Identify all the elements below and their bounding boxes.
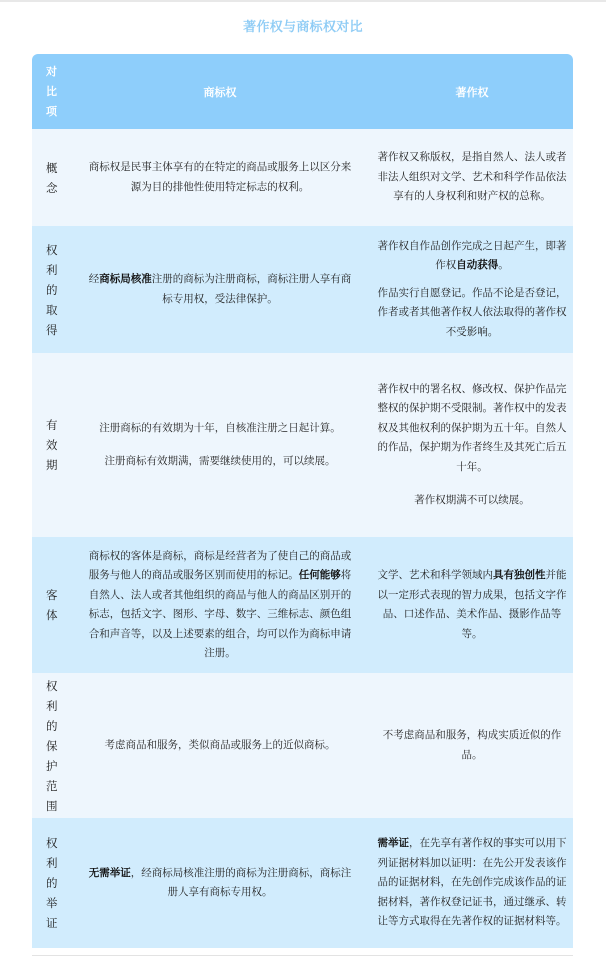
header-item-column <box>32 54 73 129</box>
emphasis-text: 具有独创性 <box>493 569 546 581</box>
trademark-cell <box>73 226 365 353</box>
table-row <box>32 818 573 948</box>
header-copyright-label: 著作权 <box>455 85 489 99</box>
row-label-char: 取 <box>46 302 58 317</box>
body-text: 文学、艺术和科学领域内 <box>377 569 493 581</box>
trademark-paragraph <box>85 158 355 197</box>
row-label-char: 利 <box>46 856 58 870</box>
copyright-paragraph <box>375 834 569 932</box>
copyright-cell <box>365 673 573 818</box>
row-label-char: 体 <box>46 608 58 622</box>
body-text: 商标权的客体是商标，商标是经营者为了使自己的商品或服务与他人的商品或服务区别而使用的标记。 <box>88 549 352 581</box>
top-divider <box>0 0 606 2</box>
copyright-paragraph <box>375 566 569 644</box>
emphasis-text: 自动获得 <box>456 259 499 272</box>
row-label <box>32 353 73 537</box>
body-text: 著作权中的署名权、修改权、保护作品完整权的保护期不受限制。著作权中的发表权及其他权利的保护期为五十年。自然人的作品，保护期为作者终生及其死亡后五十年。 <box>377 382 567 473</box>
bottom-divider <box>32 955 573 956</box>
table-row <box>32 129 573 226</box>
body-text: 并能以一定形式表现的智力成果，包括文字作品、口述作品、美术作品、摄影作品等等。 <box>377 569 567 640</box>
copyright-paragraph <box>375 726 569 765</box>
header-item-char: 对 <box>46 64 57 78</box>
row-label-char: 护 <box>46 758 58 773</box>
trademark-paragraph <box>99 419 341 439</box>
row-label <box>32 537 73 673</box>
row-label-char: 有 <box>46 418 58 432</box>
copyright-paragraph <box>375 380 569 478</box>
row-label-char: 权 <box>46 242 58 257</box>
table-row <box>32 673 573 818</box>
row-label <box>32 818 73 948</box>
copyright-paragraph <box>375 491 569 511</box>
body-text: 考虑商品和服务，类似商品或服务上的近似商标。 <box>104 738 336 751</box>
copyright-cell <box>365 129 573 226</box>
emphasis-text: 任何能够 <box>298 569 341 581</box>
row-label-char: 保 <box>46 738 58 753</box>
body-text: 将自然人、法人或者其他组织的商品与他人的商品区别开的标志，包括文字、图形、字母、数字、三维标志、颜色组合和声音等，以及上述要素的组合，均可以作为商标申请注册。 <box>88 569 352 659</box>
body-text: 注册商标有效期满，需要继续使用的，可以续展。 <box>104 455 336 467</box>
copyright-paragraph <box>375 148 569 207</box>
trademark-cell <box>73 818 365 948</box>
copyright-paragraph <box>375 237 569 276</box>
body-text: 。 <box>498 259 509 272</box>
row-label-char: 利 <box>46 262 58 277</box>
trademark-paragraph <box>85 547 355 664</box>
copyright-cell <box>365 537 573 673</box>
body-text: 经 <box>88 273 100 285</box>
trademark-cell <box>73 673 365 818</box>
header-trademark-label: 商标权 <box>203 85 237 99</box>
row-label-char: 的 <box>46 282 58 297</box>
body-text: ，经商标局核准注册的商标为注册商标，商标注册人享有商标专用权。 <box>130 866 352 898</box>
body-text: 注册的商标为注册商标，商标注册人享有商标专用权，受法律保护。 <box>151 273 352 305</box>
table-row <box>32 226 573 353</box>
table-row <box>32 353 573 537</box>
header-trademark-column <box>73 54 365 129</box>
table-header-row <box>32 54 573 129</box>
trademark-paragraph <box>99 452 341 472</box>
body-text: 著作权期满不可以续展。 <box>414 494 530 506</box>
row-label-char: 权 <box>46 678 58 693</box>
emphasis-text: 商标局核准 <box>99 273 152 285</box>
row-label-char: 围 <box>46 798 58 813</box>
comparison-table <box>32 54 573 948</box>
table-row <box>32 537 573 673</box>
row-label-char: 得 <box>46 322 58 337</box>
row-label-char: 证 <box>46 916 58 930</box>
row-label <box>32 673 73 818</box>
row-label-char: 的 <box>46 876 58 890</box>
trademark-paragraph <box>85 270 355 309</box>
row-label <box>32 129 73 226</box>
body-text: 注册商标的有效期为十年，自核准注册之日起计算。 <box>99 421 341 434</box>
row-label-char: 范 <box>46 778 58 793</box>
body-text: 商标权是民事主体享有的在特定的商品或服务上以区分来源为目的排他性使用特定标志的权利。 <box>88 161 352 193</box>
row-label-char: 效 <box>46 438 58 452</box>
row-label-char: 念 <box>46 180 58 195</box>
header-copyright-column <box>365 54 573 129</box>
trademark-paragraph <box>85 864 355 903</box>
row-label-char: 的 <box>46 718 58 733</box>
row-label-char: 利 <box>46 698 58 713</box>
copyright-cell <box>365 226 573 353</box>
header-item-char: 项 <box>46 104 57 118</box>
row-label-char: 客 <box>46 588 58 602</box>
copyright-cell <box>365 818 573 948</box>
trademark-cell <box>73 129 365 226</box>
body-text: 作品实行自愿登记。作品不论是否登记，作者或者其他著作权人依法取得的著作权不受影响。 <box>377 286 567 338</box>
row-label <box>32 226 73 353</box>
copyright-paragraph <box>375 284 569 343</box>
trademark-cell <box>73 537 365 673</box>
row-label-char: 期 <box>46 458 58 472</box>
row-label-char: 概 <box>46 160 58 175</box>
body-text: 不考虑商品和服务，构成实质近似的作品。 <box>382 729 562 761</box>
page-title: 著作权与商标权对比 <box>243 20 363 35</box>
row-label-char: 举 <box>46 896 58 910</box>
row-label-char: 权 <box>46 836 58 850</box>
emphasis-text: 无需举证 <box>88 866 131 879</box>
body-text: ，在先享有著作权的事实可以用下列证据材料加以证明：在先公开发表该作品的证据材料，在先创作完成该作品的证据材料，著作权登记证书，通过继承、转让等方式取得在先著作权的证据材料等。 <box>377 837 567 928</box>
body-text: 著作权又称版权，是指自然人、法人或者非法人组织对文学、艺术和科学作品依法享有的人身权利和财产权的总称。 <box>377 151 567 203</box>
copyright-cell <box>365 353 573 537</box>
trademark-paragraph <box>105 736 336 756</box>
trademark-cell <box>73 353 365 537</box>
header-item-char: 比 <box>46 84 57 98</box>
emphasis-text: 需举证 <box>377 837 409 850</box>
body-text: 著作权自作品创作完成之日起产生，即著作权 <box>377 239 567 272</box>
